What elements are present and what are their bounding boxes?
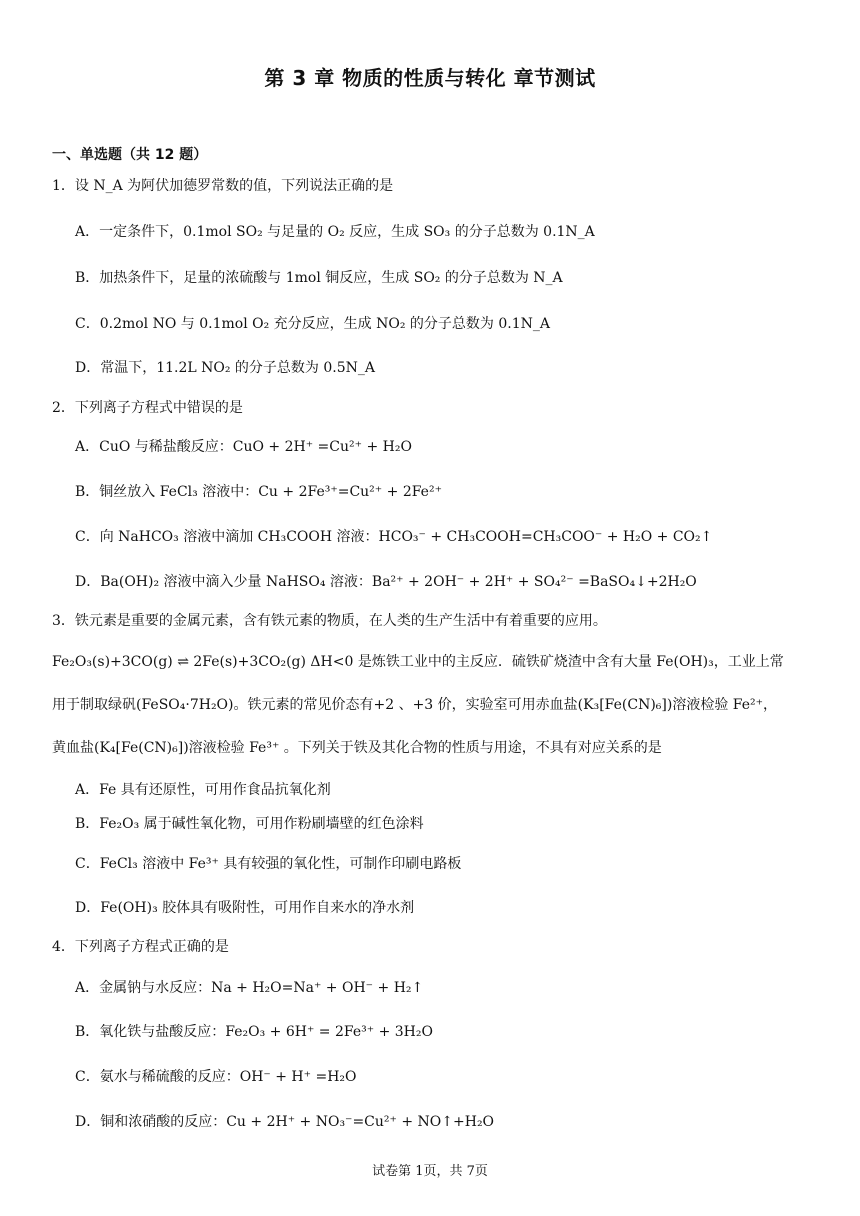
question-3-stem: 3．铁元素是重要的金属元素，含有铁元素的物质，在人类的生产生活中有着重要的应用。 xyxy=(52,613,607,629)
question-2-option-d: D．Ba(OH)₂ 溶液中滴入少量 NaHSO₄ 溶液：Ba²⁺ + 2OH⁻ + 2H⁺ + SO₄²⁻ =BaSO₄↓+2H₂O xyxy=(75,574,697,590)
question-1-stem: 1．设 N_A 为阿伏加德罗常数的值，下列说法正确的是 xyxy=(52,178,394,194)
page-footer: 试卷第 1页，共 7页 xyxy=(372,1164,488,1179)
question-3-option-c: C．FeCl₃ 溶液中 Fe³⁺ 具有较强的氧化性，可制作印刷电路板 xyxy=(75,856,462,872)
question-1-option-b: B．加热条件下，足量的浓硫酸与 1mol 铜反应，生成 SO₂ 的分子总数为 N_A xyxy=(75,270,563,286)
question-3-option-b: B．Fe₂O₃ 属于碱性氧化物，可用作粉刷墙壁的红色涂料 xyxy=(75,816,424,832)
question-4-option-b: B．氧化铁与盐酸反应：Fe₂O₃ + 6H⁺ = 2Fe³⁺ + 3H₂O xyxy=(75,1024,433,1040)
question-1-option-c: C．0.2mol NO 与 0.1mol O₂ 充分反应，生成 NO₂ 的分子总数为 0.1N_A xyxy=(75,316,550,332)
question-3-paragraph-line-1: Fe₂O₃(s)+3CO(g) ⇌ 2Fe(s)+3CO₂(g) ΔH<0 是炼铁工业中的主反应．硫铁矿烧渣中含有大量 Fe(OH)₃，工业上常 xyxy=(52,654,784,670)
section-heading: 一、单选题（共 12 题） xyxy=(52,147,208,163)
question-1-option-d: D．常温下，11.2L NO₂ 的分子总数为 0.5N_A xyxy=(75,360,376,376)
question-2-option-c: C．向 NaHCO₃ 溶液中滴加 CH₃COOH 溶液：HCO₃⁻ + CH₃COOH=CH₃COO⁻ + H₂O + CO₂↑ xyxy=(75,529,713,545)
question-3-option-a: A．Fe 具有还原性，可用作食品抗氧化剂 xyxy=(75,782,331,798)
question-3-paragraph-line-3: 黄血盐(K₄[Fe(CN)₆])溶液检验 Fe³⁺ 。下列关于铁及其化合物的性质与用途，不具有对应关系的是 xyxy=(52,740,662,756)
question-3-option-d: D．Fe(OH)₃ 胶体具有吸附性，可用作自来水的净水剂 xyxy=(75,900,415,916)
question-4-option-d: D．铜和浓硝酸的反应：Cu + 2H⁺ + NO₃⁻=Cu²⁺ + NO↑+H₂O xyxy=(75,1114,495,1130)
question-2-option-b: B．铜丝放入 FeCl₃ 溶液中：Cu + 2Fe³⁺=Cu²⁺ + 2Fe²⁺ xyxy=(75,484,442,500)
question-4-option-c: C．氨水与稀硫酸的反应：OH⁻ + H⁺ =H₂O xyxy=(75,1069,357,1085)
question-2-stem: 2．下列离子方程式中错误的是 xyxy=(52,400,243,416)
page-title: 第 3 章 物质的性质与转化 章节测试 xyxy=(264,66,596,90)
question-4-option-a: A．金属钠与水反应：Na + H₂O=Na⁺ + OH⁻ + H₂↑ xyxy=(75,980,424,996)
question-4-stem: 4．下列离子方程式正确的是 xyxy=(52,939,229,955)
question-2-option-a: A．CuO 与稀盐酸反应：CuO + 2H⁺ =Cu²⁺ + H₂O xyxy=(75,439,412,455)
question-1-option-a: A．一定条件下，0.1mol SO₂ 与足量的 O₂ 反应，生成 SO₃ 的分子总数为 0.1N_A xyxy=(75,224,595,240)
question-3-paragraph-line-2: 用于制取绿矾(FeSO₄·7H₂O)。铁元素的常见价态有+2 、+3 价，实验室可用赤血盐(K₃[Fe(CN)₆])溶液检验 Fe²⁺， xyxy=(52,697,778,713)
